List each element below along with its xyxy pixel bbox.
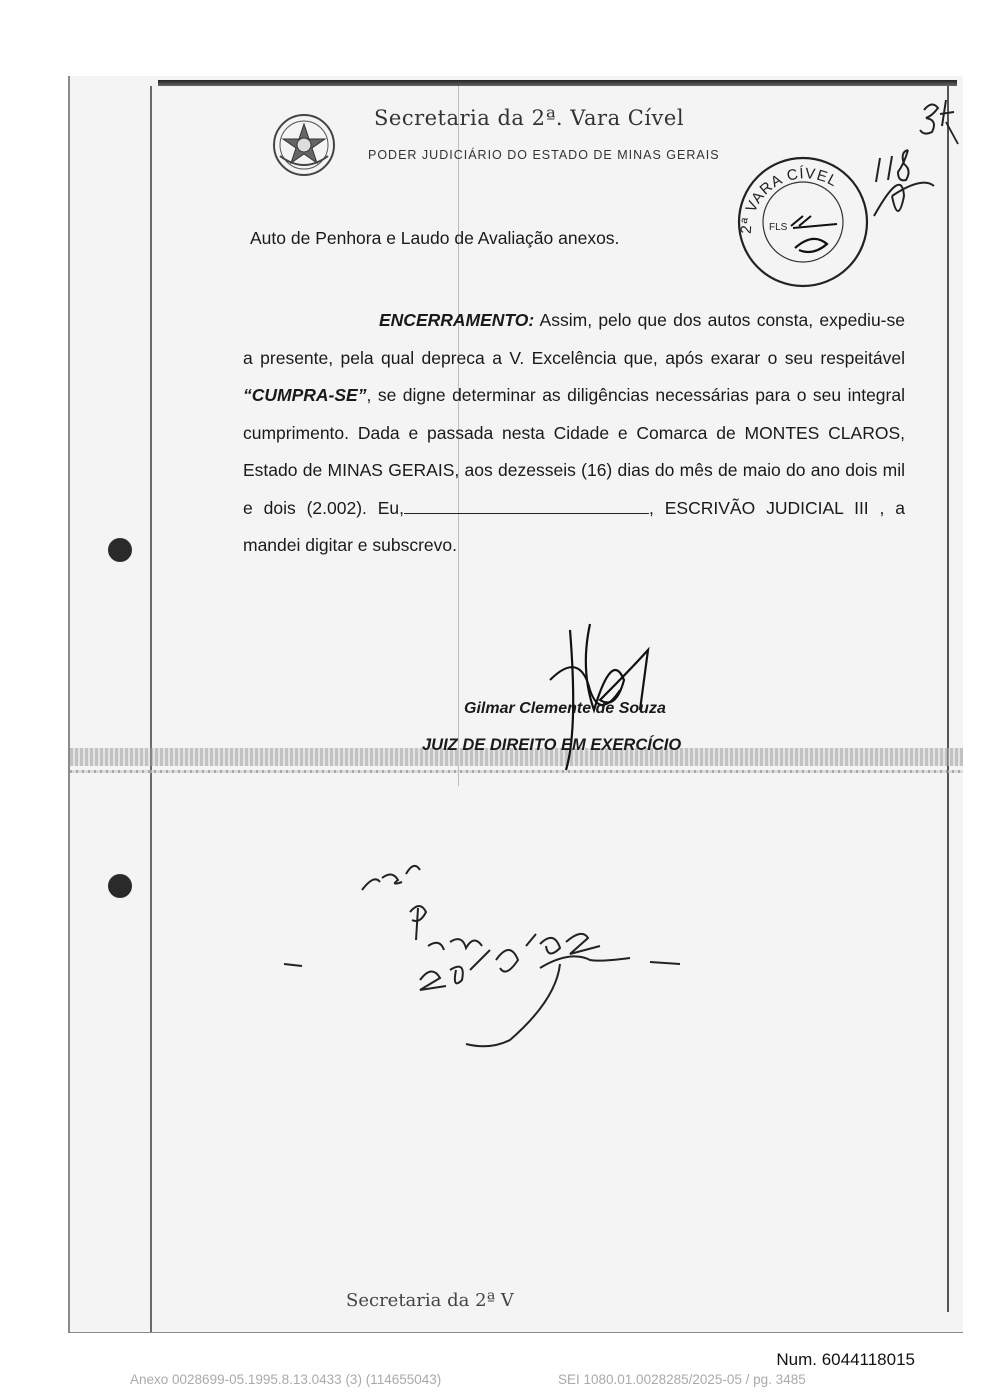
lead-line: Auto de Penhora e Laudo de Avaliação anexos. bbox=[250, 228, 620, 248]
handwritten-receipt-note bbox=[270, 830, 690, 1050]
footer-annex-ref: Anexo 0028699-05.1995.8.13.0433 (3) (114655043) bbox=[130, 1372, 442, 1387]
encerramento-label: ENCERRAMENTO: bbox=[379, 310, 535, 330]
paragraph-text-part2: , se digne determinar as diligências necessárias para o seu integral cumprimento. Dada e passada nesta Cidade e Comarca de MONTES CLAROS, Estado de MINAS GERAIS, aos dezesseis (16) dias do mês de maio do ano dois mil e dois (2.002). Eu, bbox=[243, 385, 905, 518]
next-page-header-fragment: Secretaria da 2ª V bbox=[346, 1290, 514, 1311]
cumpra-se-text: “CUMPRA-SE” bbox=[243, 385, 367, 405]
paragraph-text-part1: Assim, pelo que dos autos consta, expediu-se a presente, pela qual depreca a V. Excelência que, após exarar o seu respeitável bbox=[243, 310, 905, 368]
punch-hole bbox=[108, 538, 132, 562]
signer-title: JUIZ DE DIREITO EM EXERCÍCIO bbox=[422, 736, 682, 754]
org-name: Secretaria da 2ª. Vara Cível bbox=[374, 106, 685, 130]
signature-blank-line bbox=[404, 497, 649, 514]
scan-right-edge bbox=[947, 86, 949, 1312]
scan-top-edge bbox=[158, 80, 957, 86]
handwritten-page-number bbox=[862, 86, 962, 256]
svg-text:2ª VARA CÍVEL bbox=[738, 165, 841, 234]
org-subtitle: PODER JUDICIÁRIO DO ESTADO DE MINAS GERAIS bbox=[368, 148, 720, 162]
court-stamp bbox=[733, 152, 873, 292]
document-number: Num. 6044118015 bbox=[776, 1350, 915, 1369]
stamp-fls-label: FLS bbox=[769, 222, 788, 233]
stamp-ring-text: 2ª VARA CÍVEL bbox=[737, 165, 841, 235]
scan-inner-margin-line bbox=[150, 86, 152, 1332]
footer-sei-ref: SEI 1080.01.0028285/2025-05 / pg. 3485 bbox=[558, 1372, 806, 1387]
coat-of-arms-icon bbox=[270, 112, 338, 178]
signer-name: Gilmar Clemente de Souza bbox=[464, 700, 666, 717]
scan-seam-dots bbox=[70, 770, 963, 773]
punch-hole bbox=[108, 874, 132, 898]
closing-paragraph bbox=[243, 302, 905, 565]
paragraph-text-part3: , ESCRIVÃO JUDICIAL III , a mandei digitar e subscrevo. bbox=[243, 497, 906, 555]
